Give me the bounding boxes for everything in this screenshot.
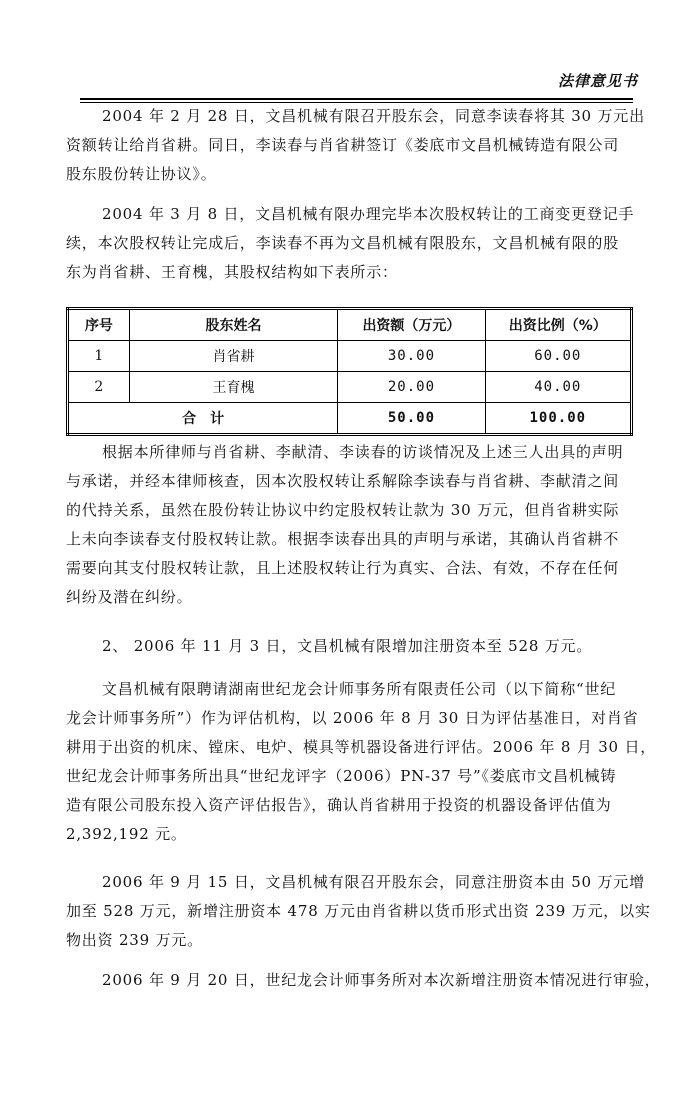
text-line: 物出资 239 万元。 — [66, 931, 203, 949]
text-line: 的代持关系，虽然在股份转让协议中约定股权转让款为 30 万元，但肖省耕实际 — [66, 501, 620, 519]
text-line: 2004 年 2 月 28 日，文昌机械有限召开股东会，同意李读春将其 30 万元出 — [102, 107, 645, 125]
text-line: 2、 2006 年 11 月 3 日，文昌机械有限增加注册资本至 528 万元。 — [102, 637, 593, 655]
text-line: 耕用于出资的机床、镗床、电炉、模具等机器设备进行评估。2006 年 8 月 30 日， — [66, 738, 657, 756]
text-line: 与承诺，并经本律师核查，因本次股权转让系解除李读春与肖省耕、李献清之间 — [66, 472, 620, 490]
paragraph-capital-increase — [66, 868, 651, 955]
text-line: 龙会计师事务所”）作为评估机构，以 2006 年 8 月 30 日为评估基准日，对肖省 — [66, 709, 639, 727]
header-title: 法律意见书 — [557, 72, 638, 90]
text-line: 加至 528 万元，新增注册资本 478 万元由肖省耕以货币形式出资 239 万元，以实 — [66, 902, 651, 920]
text-line: 2004 年 3 月 8 日，文昌机械有限办理完毕本次股权转让的工商变更登记手 — [102, 205, 635, 223]
header-rule-thick — [80, 98, 633, 100]
cell-ratio: 60.00 — [485, 341, 631, 372]
text-line: 上未向李读春支付股权转让款。根据李读春出具的声明与承诺，其确认肖省耕不 — [66, 530, 620, 548]
text-line: 2,392,192 元。 — [66, 825, 187, 843]
column-header-ratio: 出资比例（%） — [485, 309, 631, 341]
cell-ratio: 40.00 — [485, 372, 631, 403]
cell-total-amount: 50.00 — [338, 403, 485, 435]
table-row — [68, 372, 632, 403]
paragraph-capital-verification — [66, 966, 661, 995]
paragraph-interview-verification — [66, 438, 633, 612]
cell-shareholder: 王育槐 — [129, 372, 338, 403]
table-row — [68, 341, 632, 372]
text-line: 需要向其支付股权转让款，且上述股权转让行为真实、合法、有效，不存在任何 — [66, 559, 620, 577]
text-line: 纠纷及潜在纠纷。 — [66, 588, 193, 606]
cell-amount: 20.00 — [338, 372, 485, 403]
equity-structure-table — [66, 307, 633, 436]
text-line: 东为肖省耕、王育槐，其股权结构如下表所示： — [66, 263, 398, 281]
text-line: 股东股份转让协议》。 — [66, 165, 217, 183]
text-line: 续，本次股权转让完成后，李读春不再为文昌机械有限股东，文昌机械有限的股 — [66, 234, 620, 252]
text-line: 文昌机械有限聘请湖南世纪龙会计师事务所有限责任公司（以下简称“世纪 — [102, 680, 617, 698]
table-header-row — [68, 309, 632, 341]
cell-amount: 30.00 — [338, 341, 485, 372]
section-2-heading — [66, 632, 633, 661]
text-line: 根据本所律师与肖省耕、李献清、李读春的访谈情况及上述三人出具的声明 — [102, 443, 624, 461]
cell-total-ratio: 100.00 — [485, 403, 631, 435]
paragraph-asset-valuation — [66, 675, 657, 849]
text-line: 世纪龙会计师事务所出具“世纪龙评字（2006）PN-37 号”《娄底市文昌机械铸 — [66, 767, 617, 785]
paragraph-registration-change — [66, 200, 633, 287]
text-line: 造有限公司股东投入资产评估报告》，确认肖省耕用于投资的机器设备评估值为 — [66, 796, 612, 814]
paragraph-share-transfer-meeting — [66, 102, 645, 189]
text-line: 2006 年 9 月 20 日，世纪龙会计师事务所对本次新增注册资本情况进行审验， — [102, 971, 661, 989]
text-line: 资额转让给肖省耕。同日，李读春与肖省耕签订《娄底市文昌机械铸造有限公司 — [66, 136, 620, 154]
cell-shareholder: 肖省耕 — [129, 341, 338, 372]
table-total-row — [68, 403, 632, 435]
cell-serial: 2 — [68, 372, 130, 403]
column-header-shareholder: 股东姓名 — [129, 309, 338, 341]
cell-total-label: 合 计 — [68, 403, 338, 435]
text-line: 2006 年 9 月 15 日，文昌机械有限召开股东会，同意注册资本由 50 万元增 — [102, 873, 645, 891]
column-header-serial: 序号 — [68, 309, 130, 341]
column-header-amount: 出资额（万元） — [338, 309, 485, 341]
cell-serial: 1 — [68, 341, 130, 372]
